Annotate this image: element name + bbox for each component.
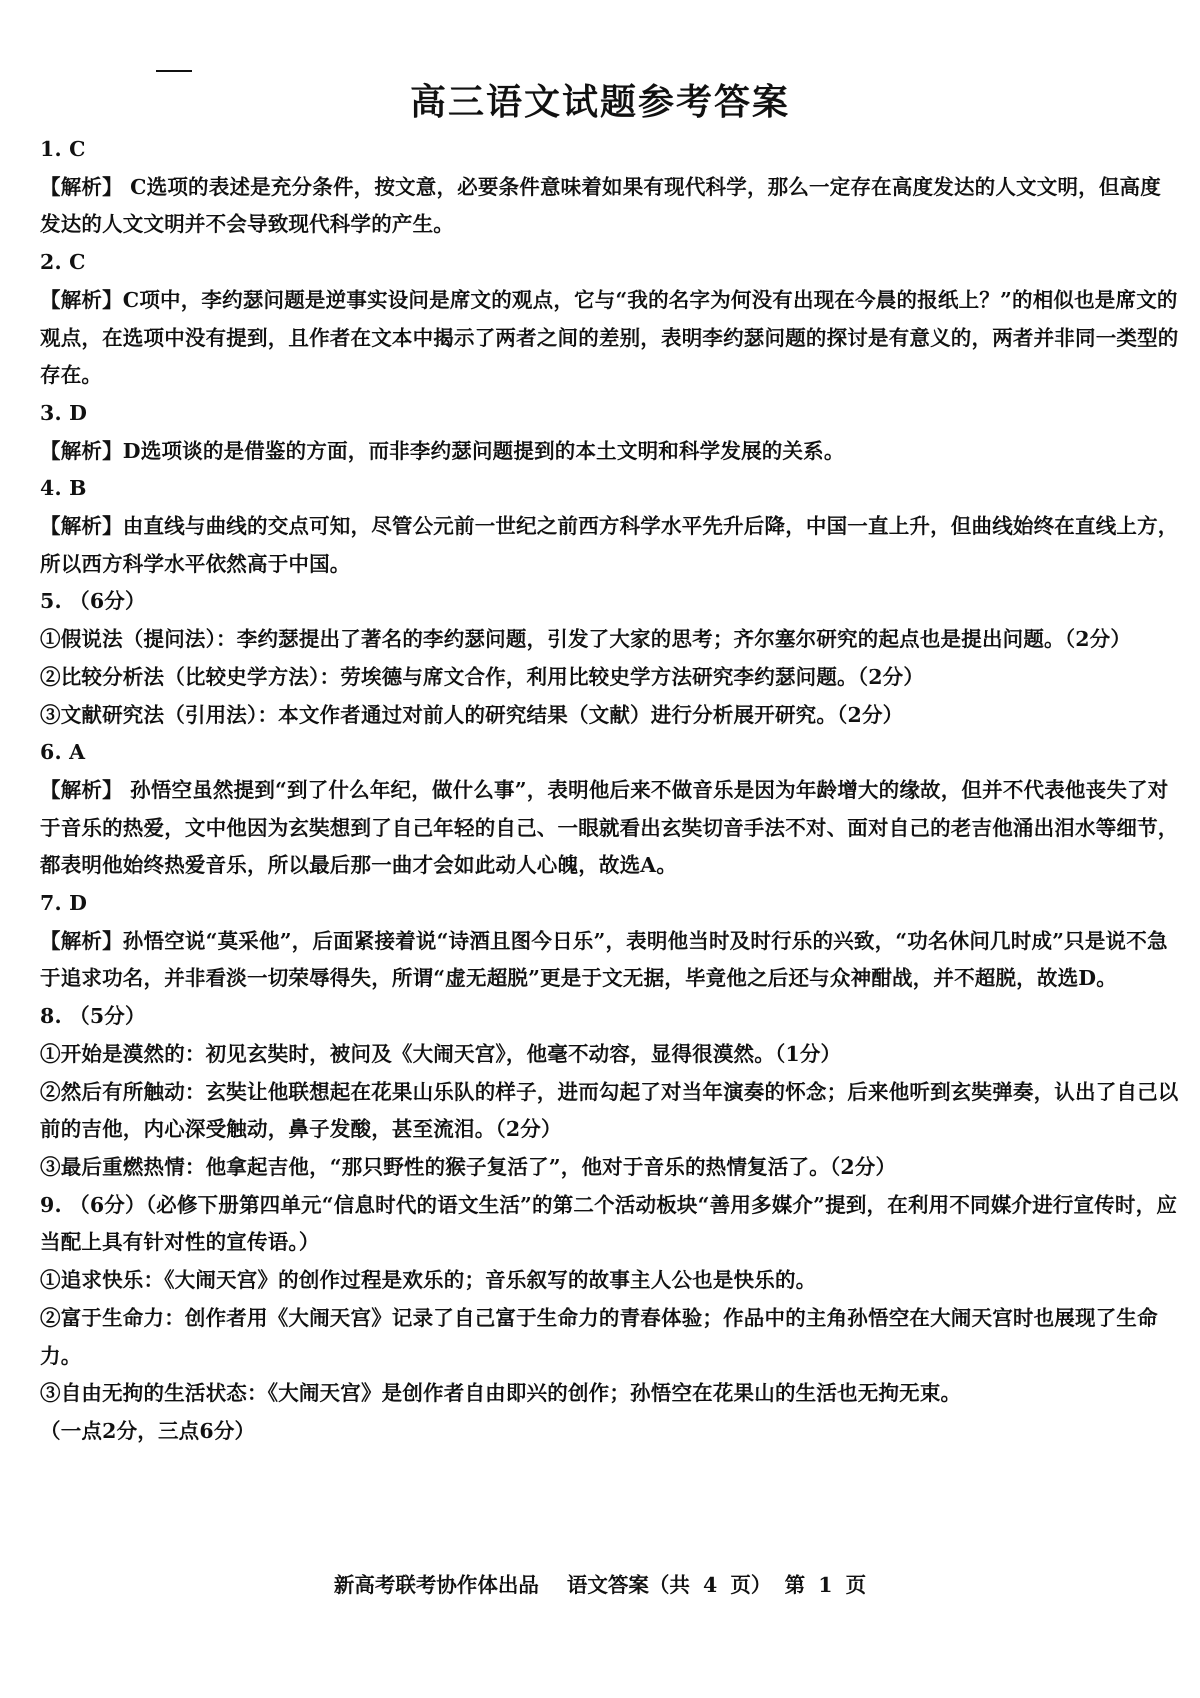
answer-item-2 [40,244,1180,395]
answer-line: ②富于生命力：创作者用《大闹天宫》记录了自己富于生命力的青春体验；作品中的主角孙悟空在大闹天宫时也展现了生命力。 [40,1305,1158,1368]
answer-line: 1. C [40,137,86,161]
answer-line: ①假说法（提问法）：李约瑟提出了著名的李约瑟问题，引发了大家的思考；齐尔塞尔研究的起点也是提出问题。（2分） [40,627,1132,652]
answer-line: ③最后重燃热情：他拿起吉他，“那只野性的猴子复活了”，他对于音乐的热情复活了。（2分） [40,1154,897,1179]
answer-line: 5. （6分） [40,589,146,614]
corner-rule [156,70,192,72]
answer-line: 【解析】孙悟空说“莫采他”，后面紧接着说“诗酒且图今日乐”，表明他当时及时行乐的兴致，“功名休问几时成”只是说不急于追求功名，并非看淡一切荣辱得失，所谓“虚无超脱”更是于文无据，毕竟他之后还与众神酣战，并不超脱，故选D。 [40,928,1168,991]
page-footer [0,1568,1200,1598]
answer-line: ②比较分析法（比较史学方法）：劳埃德与席文合作，利用比较史学方法研究李约瑟问题。（2分） [40,664,925,689]
answer-line: ③文献研究法（引用法）：本文作者通过对前人的研究结果（文献）进行分析展开研究。（2分） [40,702,904,727]
scoring-note: （一点2分，三点6分） [40,1418,256,1443]
answer-item-8 [40,998,1180,1187]
answer-line: ③自由无拘的生活状态：《大闹天宫》是创作者自由即兴的创作；孙悟空在花果山的生活也无拘无束。 [40,1381,962,1406]
answer-line: ②然后有所触动：玄奘让他联想起在花果山乐队的样子，进而勾起了对当年演奏的怀念；后来他听到玄奘弹奏，认出了自己以前的吉他，内心深受触动，鼻子发酸，甚至流泪。（2分） [40,1079,1179,1142]
answer-item-6 [40,734,1180,885]
answer-line: 2. C [40,250,86,275]
answer-line: 【解析】 孙悟空虽然提到“到了什么年纪，做什么事”，表明他后来不做音乐是因为年龄增大的缘故，但并不代表他丧失了对于音乐的热爱，文中他因为玄奘想到了自己年轻的自己、一眼就看出玄奘切音手法不对、面对自己的老吉他涌出泪水等细节，都表明他始终热爱音乐，所以最后那一曲才会如此动人心魄，故选A。 [40,777,1179,878]
answer-line: 【解析】 C选项的表述是充分条件，按文意，必要条件意味着如果有现代科学，那么一定存在高度发达的人文文明，但高度发达的人文文明并不会导致现代科学的产生。 [40,174,1161,237]
answer-line: 【解析】C项中，李约瑟问题是逆事实设问是席文的观点，它与“我的名字为何没有出现在今晨的报纸上？”的相似也是席文的观点，在选项中没有提到，且作者在文本中揭示了两者之间的差别，表明李约瑟问题的探讨是有意义的，两者并非同一类型的存在。 [40,287,1179,388]
answer-line: 8. （5分） [40,1004,146,1029]
answer-line: 6. A [40,740,86,765]
answer-line: 【解析】由直线与曲线的交点可知，尽管公元前一世纪之前西方科学水平先升后降，中国一直上升，但曲线始终在直线上方，所以西方科学水平依然高于中国。 [40,514,1179,576]
answer-item-3 [40,395,1180,470]
answer-line: 3. D [40,400,88,425]
answer-item-7 [40,885,1180,998]
answer-list [40,131,1180,1451]
answer-item-4 [40,470,1180,583]
answer-item-1 [40,131,1180,244]
footer-publisher: 新高考联考协作体出品 [333,1573,539,1597]
answer-line: 7. D [40,891,88,916]
page-title: 高三语文试题参考答案 [409,82,790,123]
footer-page-info: 语文答案（共 4 页） 第 1 页 [566,1573,867,1597]
answer-item-9 [40,1187,1180,1451]
answer-line: ①追求快乐：《大闹天宫》的创作过程是欢乐的；音乐叙写的故事主人公也是快乐的。 [40,1268,817,1293]
answer-item-5 [40,583,1180,734]
answer-line: ①开始是漠然的：初见玄奘时，被问及《大闹天宫》，他毫不动容，显得很漠然。（1分） [40,1041,842,1066]
answer-line: 【解析】D选项谈的是借鉴的方面，而非李约瑟问题提到的本土文明和科学发展的关系。 [40,438,845,463]
answer-line: 9. （6分）（必修下册第四单元“信息时代的语文生活”的第二个活动板块“善用多媒介”提到，在利用不同媒介进行宣传时，应当配上具有针对性的宣传语。） [40,1192,1178,1255]
answer-line: 4. B [40,476,87,501]
